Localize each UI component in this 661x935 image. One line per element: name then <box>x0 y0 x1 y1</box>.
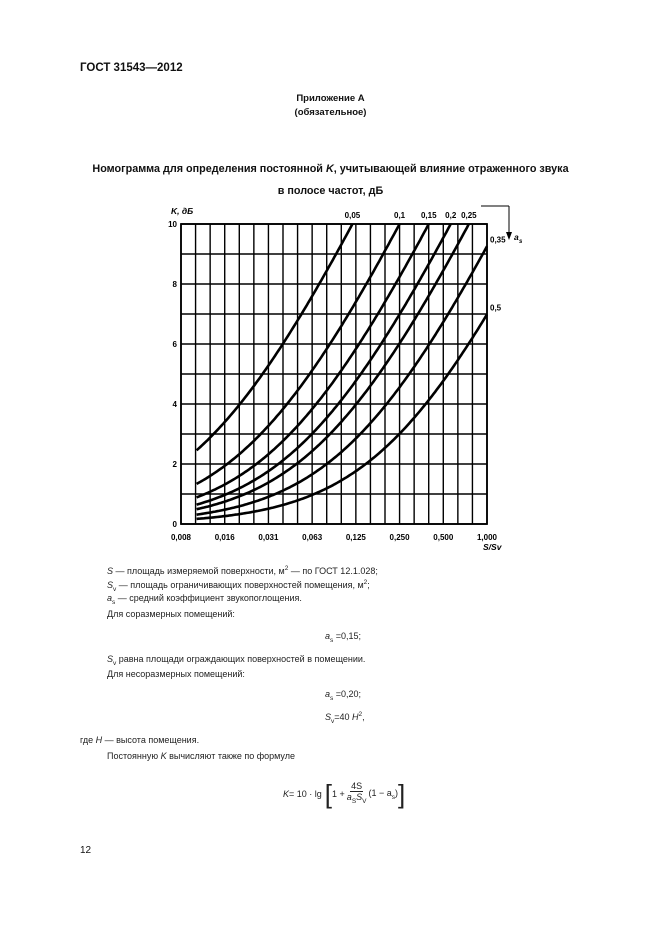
y-tick-label: 4 <box>172 400 177 409</box>
x-tick-label: 0,031 <box>258 533 279 542</box>
alpha-arrow-head <box>506 232 512 240</box>
series-label: 0,2 <box>445 211 457 220</box>
chart-title-line2: в полосе частот, дБ <box>277 185 384 197</box>
y-axis-label: K, дБ <box>171 206 194 216</box>
definition-s: S — площадь измеряемой поверхности, $м^2$ — по ГОСТ 12.1.028; <box>107 565 378 576</box>
equation-as-020: $a_s =0,20$; <box>325 689 362 702</box>
formula-bracket-right: ] <box>398 778 406 809</box>
formula-fraction: $\frac{4S}{a_SS_V}$ <box>346 781 367 805</box>
alpha-label-subscript: s <box>519 239 523 245</box>
annex-title: Приложение А <box>296 93 365 104</box>
x-tick-label: 0,016 <box>214 533 235 542</box>
x-tick-label: 0,250 <box>389 533 410 542</box>
series-label: 0,35 <box>490 235 506 245</box>
series-curve <box>197 224 451 505</box>
annex-status: (обязательное) <box>294 107 367 118</box>
proportional-rooms-text: Для соразмерных помещений: <box>107 609 235 619</box>
page-number: 12 <box>80 845 92 856</box>
series-label: 0,15 <box>420 211 437 220</box>
series-label: 0,5 <box>490 303 502 313</box>
chart-labels <box>168 206 523 552</box>
x-tick-label: 1,000 <box>476 533 498 542</box>
equation-as-015: $a_s =0,15$; <box>325 631 362 644</box>
x-tick-label: 0,008 <box>170 533 192 542</box>
definition-as: $a_s$ — средний коэффициент звукопоглощения. <box>107 593 302 606</box>
x-axis-label: S/Sv <box>483 542 502 552</box>
formula-bracket-left: [ <box>324 778 333 809</box>
definition-sv: $S_v$ — площадь ограничивающих поверхностей помещения, $м^2$; <box>107 579 370 593</box>
alpha-label: a <box>514 232 519 242</box>
formula-intro-text: Постоянную K вычисляют также по формуле <box>107 751 295 761</box>
x-tick-label: 0,500 <box>433 533 454 542</box>
where-h-text: где H — высота помещения. <box>80 735 200 745</box>
series-label: 0,1 <box>394 211 406 220</box>
y-tick-label: 0 <box>172 520 177 529</box>
document-header: ГОСТ 31543—2012 <box>80 62 183 74</box>
k-formula: K = 10 · lg [ 1 + $\frac{4S}{a_SS_V}$ $(1 - a_s)$ ] <box>283 778 406 809</box>
chart-title-line1: Номограмма для определения постоянной K, учитывающей влияние отраженного звука <box>92 163 569 175</box>
y-tick-label: 10 <box>168 220 177 229</box>
y-tick-label: 2 <box>172 460 177 469</box>
equation-sv: $S_v=40$ $H^2$, <box>325 711 365 725</box>
x-tick-label: 0,063 <box>302 533 323 542</box>
y-tick-label: 6 <box>172 340 177 349</box>
series-label: 0,05 <box>344 211 361 220</box>
chart-grid <box>181 224 487 524</box>
series-label: 0,25 <box>461 211 477 220</box>
x-tick-label: 0,125 <box>345 533 366 542</box>
y-tick-label: 8 <box>172 280 177 289</box>
sv-equal-text: $S_v$ равна площади ограждающих поверхностей в помещении. <box>107 654 366 667</box>
disproportional-rooms-text: Для несоразмерных помещений: <box>107 669 245 679</box>
